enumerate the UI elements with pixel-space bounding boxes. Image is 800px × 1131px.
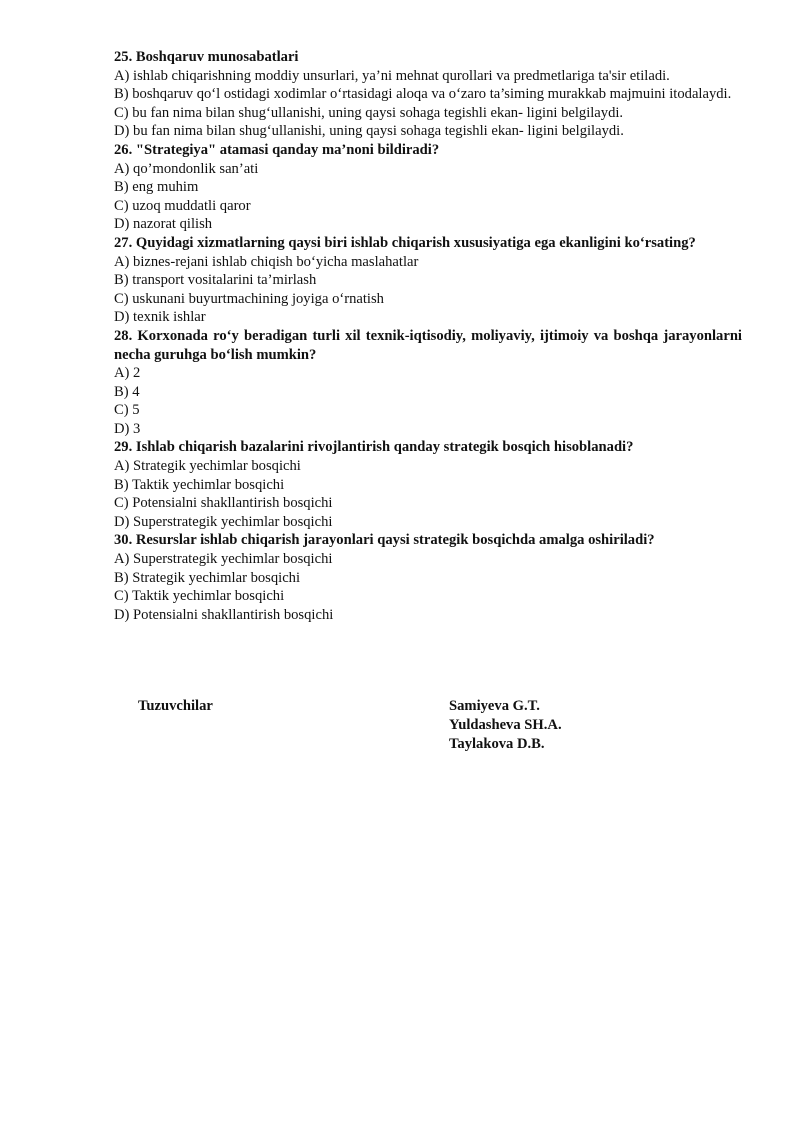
answer-option: A) Strategik yechimlar bosqichi bbox=[114, 458, 301, 475]
answer-option: C) bu fan nima bilan shug‘ullanishi, uning qaysi sohaga tegishli ekan- ligini belgilaydi. bbox=[114, 104, 624, 121]
answer-option: D) 3 bbox=[114, 420, 141, 437]
question-block bbox=[114, 141, 742, 234]
answer-option: C) uskunani buyurtmachining joyiga o‘rnatish bbox=[114, 290, 384, 307]
author-name: Samiyeva G.T. bbox=[449, 698, 540, 714]
answer-option: C) 5 bbox=[114, 402, 140, 419]
question-block bbox=[114, 48, 742, 141]
answer-option: C) Taktik yechimlar bosqichi bbox=[114, 588, 285, 605]
answer-option: B) eng muhim bbox=[114, 179, 199, 196]
answer-option: D) bu fan nima bilan shug‘ullanishi, uning qaysi sohaga tegishli ekan- ligini belgilaydi. bbox=[114, 123, 624, 140]
answer-option: B) transport vositalarini ta’mirlash bbox=[114, 272, 317, 289]
question-title: 26. "Strategiya" atamasi qanday ma’noni bildiradi? bbox=[114, 141, 440, 158]
question-list bbox=[114, 48, 742, 624]
answer-option: A) 2 bbox=[114, 365, 141, 382]
answer-option: B) boshqaruv qo‘l ostidagi xodimlar o‘rtasidagi aloqa va o‘zaro ta’siming murakkab majmuini itodalaydi. bbox=[114, 86, 732, 103]
question-title: 29. Ishlab chiqarish bazalarini rivojlantirish qanday strategik bosqich hisoblanadi? bbox=[114, 439, 634, 456]
author-names bbox=[449, 697, 562, 754]
answer-option: B) 4 bbox=[114, 383, 140, 400]
question-title: 25. Boshqaruv munosabatlari bbox=[114, 49, 299, 65]
question-block bbox=[114, 438, 742, 531]
answer-option: D) nazorat qilish bbox=[114, 216, 213, 233]
answer-option: A) ishlab chiqarishning moddiy unsurlari, ya’ni mehnat qurollari va predmetlariga ta'sir etiladi. bbox=[114, 67, 670, 84]
question-block bbox=[114, 234, 742, 327]
answer-option: C) Potensialni shakllantirish bosqichi bbox=[114, 495, 333, 512]
answer-option: B) Strategik yechimlar bosqichi bbox=[114, 569, 301, 586]
author-name: Yuldasheva SH.A. bbox=[449, 717, 562, 733]
signature-label: Tuzuvchilar bbox=[138, 698, 213, 714]
answer-option: B) Taktik yechimlar bosqichi bbox=[114, 476, 285, 493]
answer-option: D) Superstrategik yechimlar bosqichi bbox=[114, 513, 333, 530]
answer-option: D) texnik ishlar bbox=[114, 309, 206, 326]
answer-option: A) qo’mondonlik san’ati bbox=[114, 160, 259, 177]
answer-option: A) biznes-rejani ishlab chiqish bo‘yicha maslahatlar bbox=[114, 253, 419, 270]
author-name: Taylakova D.B. bbox=[449, 736, 545, 752]
question-title: 30. Resurslar ishlab chiqarish jarayonlari qaysi strategik bosqichda amalga oshiriladi? bbox=[114, 532, 655, 549]
answer-option: C) uzoq muddatli qaror bbox=[114, 197, 251, 214]
question-title: 27. Quyidagi xizmatlarning qaysi biri ishlab chiqarish xususiyatiga ega ekanligini ko‘rsating? bbox=[114, 234, 696, 251]
answer-option: A) Superstrategik yechimlar bosqichi bbox=[114, 551, 333, 568]
question-block bbox=[114, 327, 742, 439]
question-title: 28. Korxonada ro‘y beradigan turli xil texnik-iqtisodiy, moliyaviy, ijtimoiy va boshqa jarayonlarni necha guruhga bo‘lish mumkin? bbox=[114, 327, 742, 363]
question-block bbox=[114, 531, 742, 624]
answer-option: D) Potensialni shakllantirish bosqichi bbox=[114, 606, 334, 623]
